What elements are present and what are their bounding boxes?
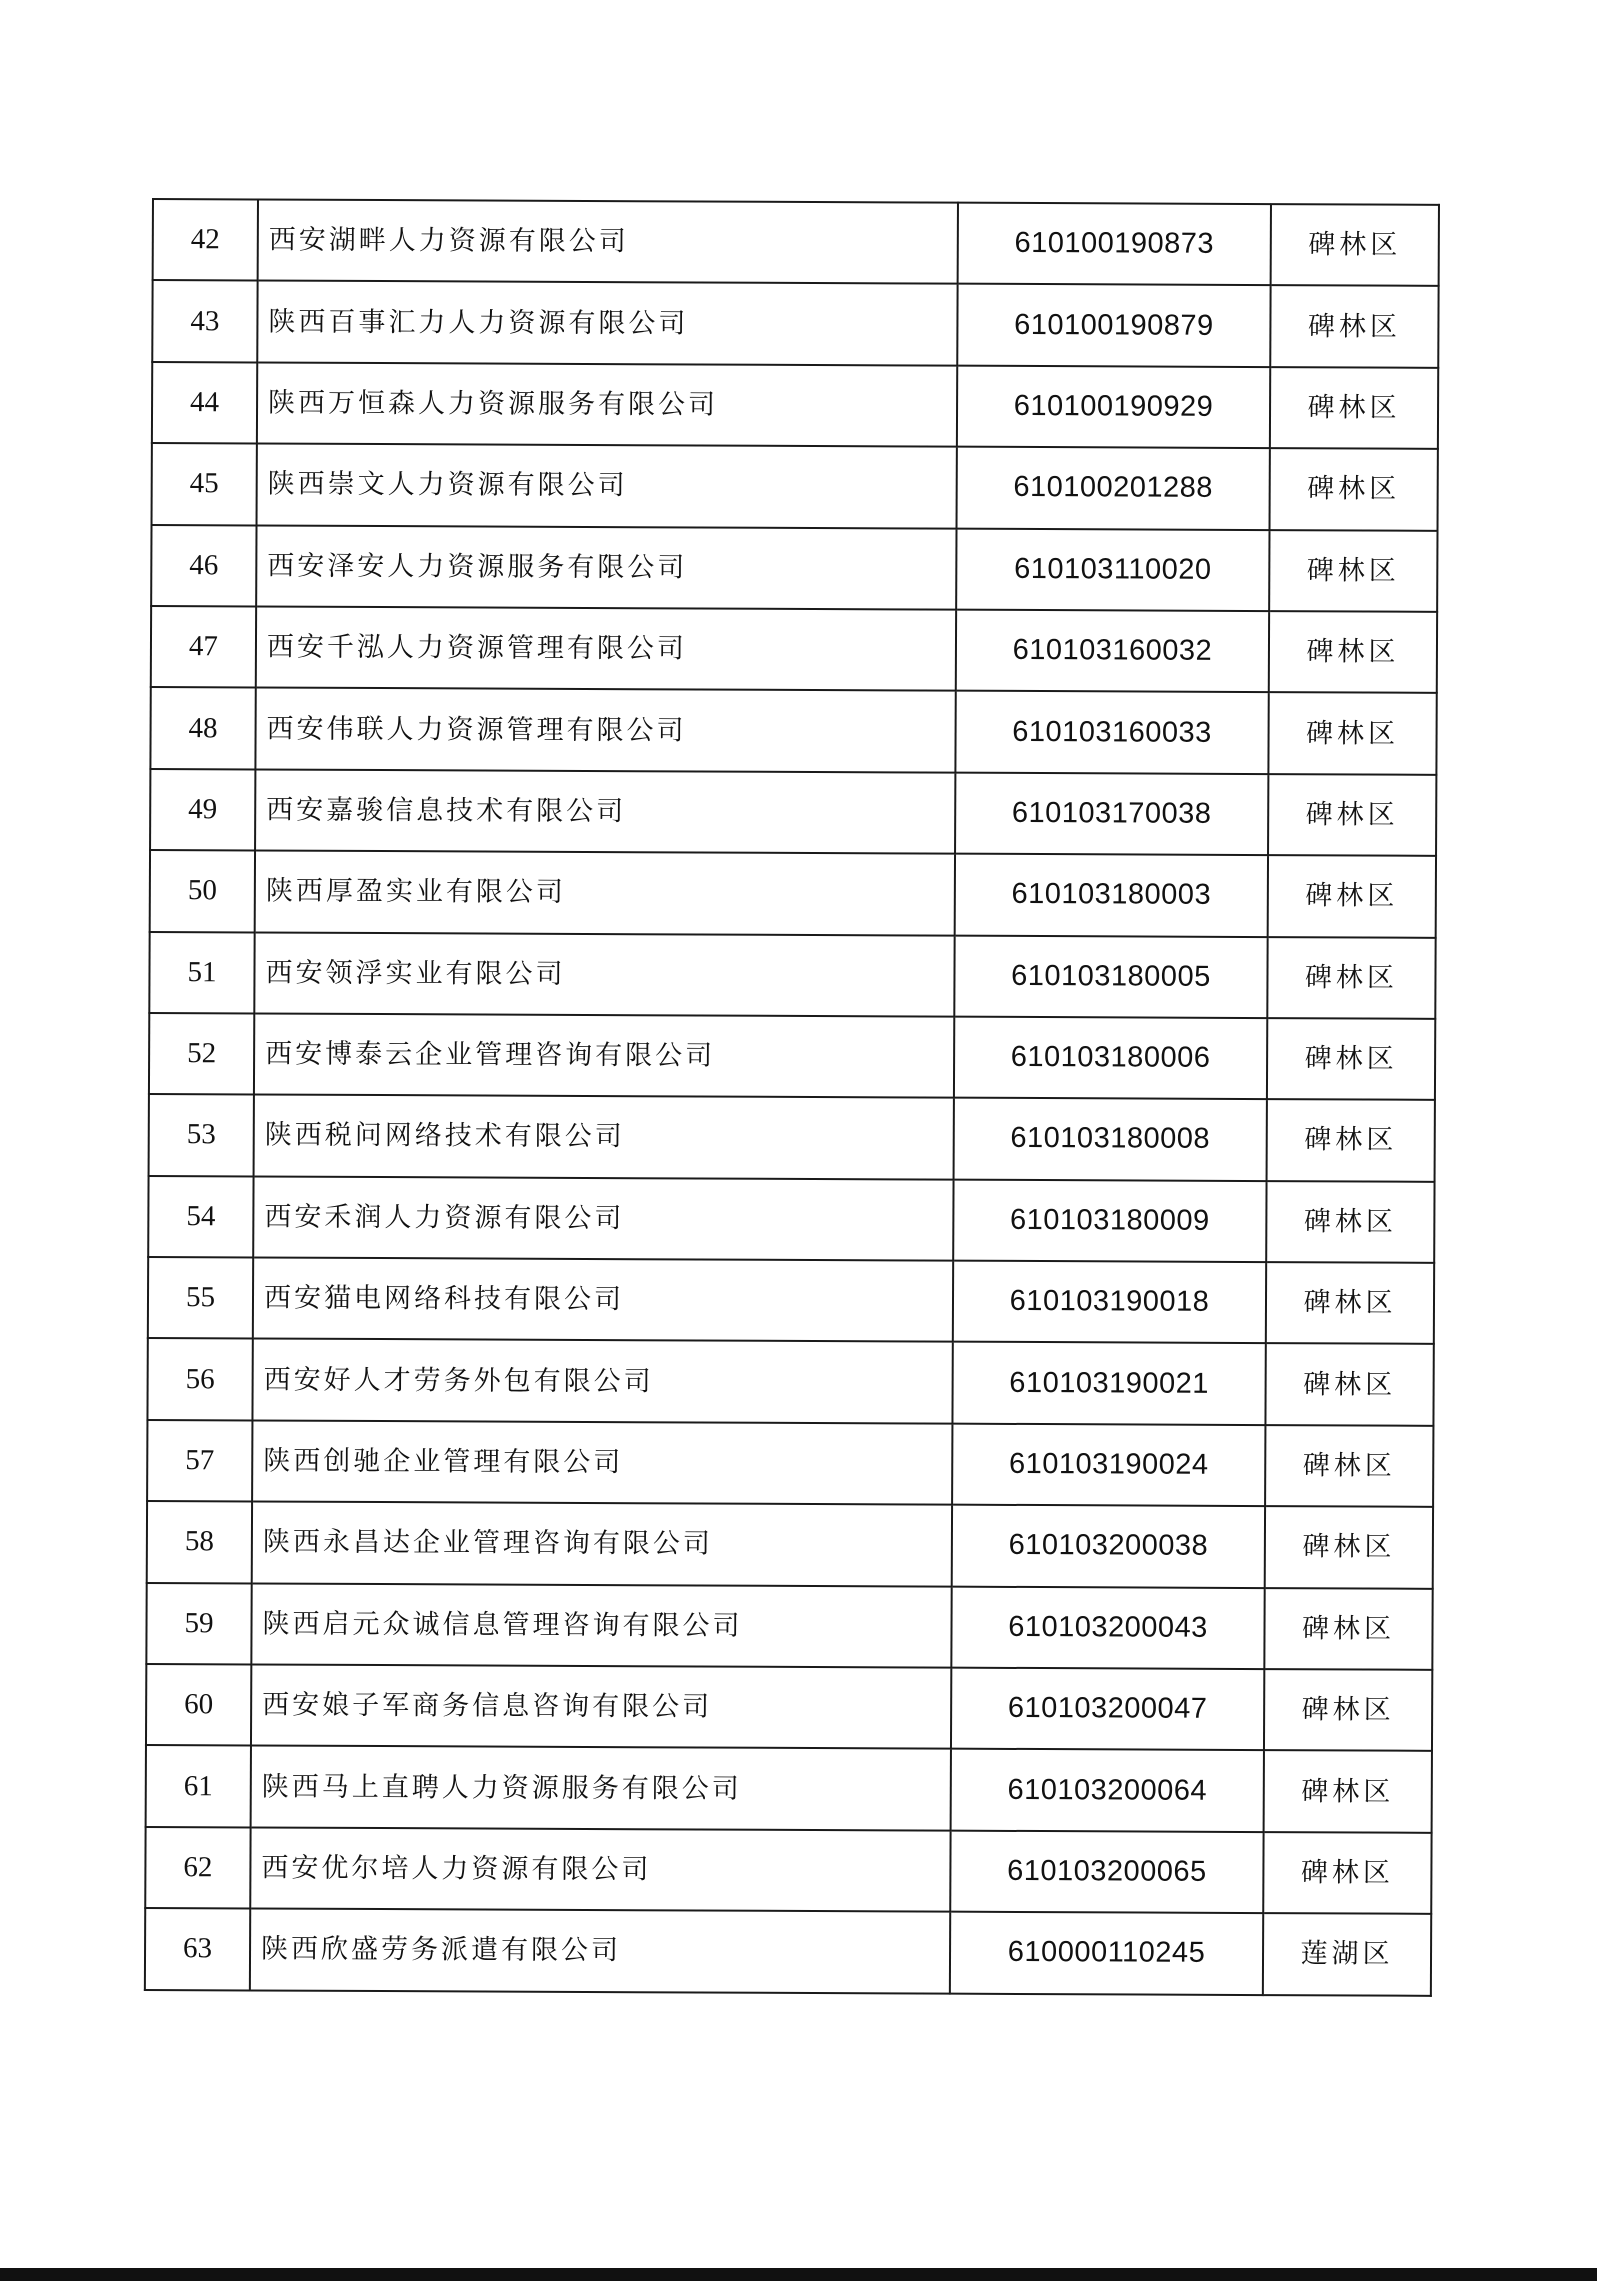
- company-name: 西安娘子军商务信息咨询有限公司: [251, 1664, 951, 1749]
- district: 碑林区: [1264, 1588, 1432, 1670]
- district: 碑林区: [1266, 1181, 1434, 1263]
- company-name: 西安好人才劳务外包有限公司: [252, 1339, 952, 1424]
- table-row: [148, 1176, 1434, 1263]
- license-code: 610103200038: [952, 1505, 1265, 1588]
- company-table-body: [145, 199, 1439, 1995]
- district: 碑林区: [1267, 937, 1435, 1019]
- table-row: [148, 1257, 1434, 1344]
- license-code: 610103170038: [955, 772, 1268, 855]
- license-code: 610103200047: [951, 1668, 1264, 1751]
- row-number: 47: [151, 606, 256, 688]
- license-code: 610103180008: [954, 1098, 1267, 1181]
- company-name: 陕西万恒森人力资源服务有限公司: [257, 362, 957, 447]
- license-code: 610103200065: [950, 1830, 1263, 1913]
- company-name: 西安禾润人力资源有限公司: [253, 1176, 953, 1261]
- table-row: [151, 525, 1437, 612]
- company-name: 陕西创驰企业管理有限公司: [252, 1420, 952, 1505]
- row-number: 58: [147, 1501, 252, 1583]
- table-row: [150, 769, 1436, 856]
- table-row: [149, 1094, 1435, 1181]
- company-name: 陕西崇文人力资源有限公司: [257, 444, 957, 529]
- company-name: 西安千泓人力资源管理有限公司: [256, 606, 956, 691]
- license-code: 610000110245: [950, 1912, 1263, 1995]
- row-number: 46: [151, 525, 256, 607]
- row-number: 50: [150, 850, 255, 932]
- company-table: [144, 198, 1440, 1996]
- district: 碑林区: [1270, 367, 1438, 449]
- company-name: 陕西厚盈实业有限公司: [255, 851, 955, 936]
- row-number: 62: [145, 1827, 250, 1909]
- license-code: 610100190873: [958, 203, 1271, 286]
- table-row: [152, 362, 1438, 449]
- table-row: [149, 932, 1435, 1019]
- district: 碑林区: [1269, 611, 1437, 693]
- table-row: [147, 1420, 1433, 1507]
- scan-edge-bar: [0, 2268, 1597, 2281]
- company-name: 西安优尔培人力资源有限公司: [250, 1827, 950, 1912]
- table-row: [147, 1338, 1433, 1425]
- license-code: 610103190018: [953, 1261, 1266, 1344]
- table-row: [145, 1827, 1431, 1914]
- row-number: 43: [152, 280, 257, 362]
- table-row: [151, 606, 1437, 693]
- company-name: 陕西启元众诚信息管理咨询有限公司: [251, 1583, 951, 1668]
- license-code: 610100190879: [957, 284, 1270, 367]
- district: 碑林区: [1271, 204, 1439, 286]
- table-row: [146, 1583, 1432, 1670]
- row-number: 61: [146, 1745, 251, 1827]
- company-name: 西安湖畔人力资源有限公司: [258, 199, 958, 284]
- table-row: [152, 280, 1438, 367]
- license-code: 610103200043: [951, 1586, 1264, 1669]
- district: 碑林区: [1265, 1344, 1433, 1426]
- row-number: 56: [147, 1338, 252, 1420]
- row-number: 52: [149, 1013, 254, 1095]
- license-code: 610103180009: [953, 1179, 1266, 1262]
- license-code: 610103190024: [952, 1424, 1265, 1507]
- table-row: [147, 1501, 1433, 1588]
- company-name: 西安领浮实业有限公司: [254, 932, 954, 1017]
- table-row: [150, 687, 1436, 774]
- district: 碑林区: [1268, 855, 1436, 937]
- company-name: 陕西百事汇力人力资源有限公司: [257, 281, 957, 366]
- row-number: 49: [150, 769, 255, 851]
- district: 碑林区: [1269, 530, 1437, 612]
- row-number: 60: [146, 1664, 251, 1746]
- district: 碑林区: [1263, 1832, 1431, 1914]
- table-row: [153, 199, 1439, 286]
- row-number: 63: [145, 1908, 250, 1990]
- company-name: 陕西马上直聘人力资源服务有限公司: [251, 1746, 951, 1831]
- license-code: 610103180003: [955, 854, 1268, 937]
- company-name: 西安猫电网络科技有限公司: [253, 1258, 953, 1343]
- district: 碑林区: [1268, 774, 1436, 856]
- district: 碑林区: [1268, 692, 1436, 774]
- row-number: 57: [147, 1420, 252, 1502]
- row-number: 55: [148, 1257, 253, 1339]
- row-number: 45: [152, 443, 257, 525]
- company-name: 西安伟联人力资源管理有限公司: [255, 688, 955, 773]
- license-code: 610103160033: [955, 691, 1268, 774]
- table-row: [149, 1013, 1435, 1100]
- table-row: [146, 1745, 1432, 1832]
- district: 碑林区: [1267, 1099, 1435, 1181]
- company-name: 陕西永昌达企业管理咨询有限公司: [252, 1502, 952, 1587]
- row-number: 54: [148, 1176, 253, 1258]
- license-code: 610103180006: [954, 1017, 1267, 1100]
- company-table-wrapper: [144, 198, 1438, 1996]
- district: 碑林区: [1264, 1750, 1432, 1832]
- company-name: 西安博泰云企业管理咨询有限公司: [254, 1013, 954, 1098]
- district: 碑林区: [1267, 1018, 1435, 1100]
- table-row: [146, 1664, 1432, 1751]
- company-name: 陕西欣盛劳务派遣有限公司: [250, 1909, 950, 1994]
- row-number: 48: [150, 687, 255, 769]
- district: 碑林区: [1265, 1506, 1433, 1588]
- license-code: 610103160032: [956, 610, 1269, 693]
- table-row: [152, 443, 1438, 530]
- license-code: 610103200064: [951, 1749, 1264, 1832]
- district: 碑林区: [1265, 1425, 1433, 1507]
- table-row: [150, 850, 1436, 937]
- district: 碑林区: [1270, 285, 1438, 367]
- license-code: 610103110020: [956, 528, 1269, 611]
- license-code: 610103190021: [952, 1342, 1265, 1425]
- table-row: [145, 1908, 1431, 1995]
- row-number: 42: [153, 199, 258, 281]
- license-code: 610100201288: [957, 447, 1270, 530]
- row-number: 51: [149, 932, 254, 1014]
- district: 碑林区: [1266, 1262, 1434, 1344]
- company-name: 西安嘉骏信息技术有限公司: [255, 769, 955, 854]
- company-name: 西安泽安人力资源服务有限公司: [256, 525, 956, 610]
- row-number: 44: [152, 362, 257, 444]
- row-number: 59: [146, 1583, 251, 1665]
- district: 碑林区: [1264, 1669, 1432, 1751]
- license-code: 610100190929: [957, 365, 1270, 448]
- row-number: 53: [149, 1094, 254, 1176]
- district: 莲湖区: [1263, 1913, 1431, 1995]
- license-code: 610103180005: [954, 935, 1267, 1018]
- company-name: 陕西税问网络技术有限公司: [254, 1095, 954, 1180]
- district: 碑林区: [1270, 448, 1438, 530]
